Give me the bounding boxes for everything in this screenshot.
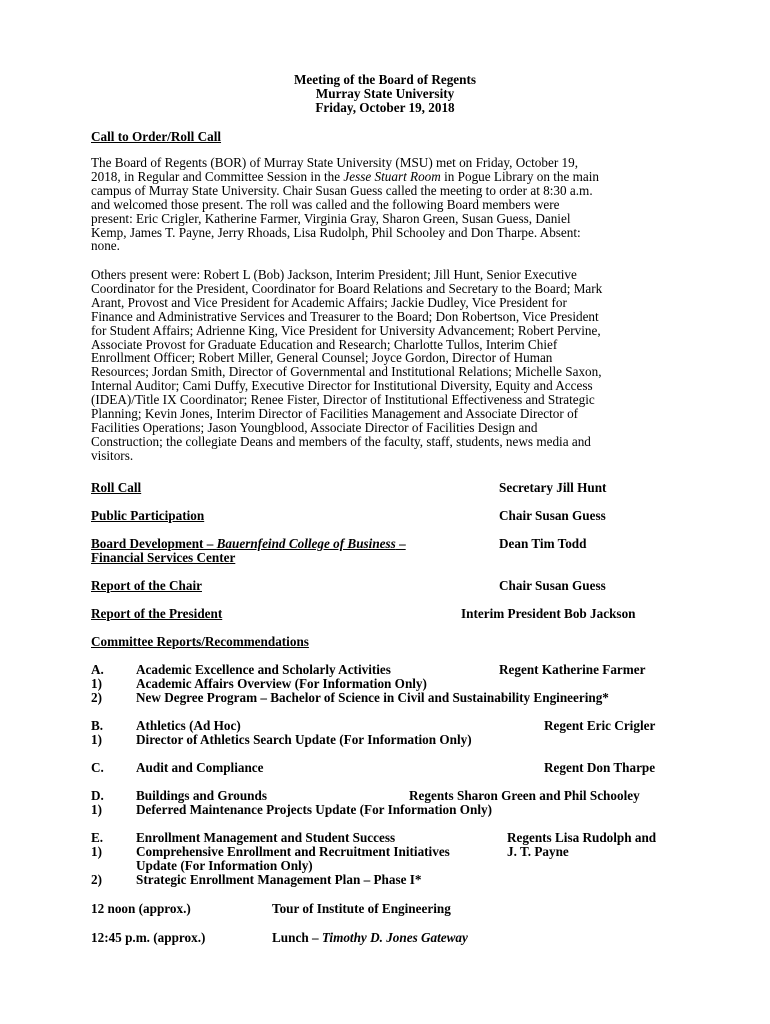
paragraph-line: Enrollment Officer; Robert Miller, General Counsel; Joyce Gordon, Director of Human: [91, 350, 553, 366]
committee-presenter: Regents Lisa Rudolph and: [507, 830, 657, 845]
paragraph-line: (IDEA)/Title IX Coordinator; Renee Fister, Director of Institutional Effectiveness and Strategic: [91, 392, 595, 408]
tour-event: Tour of Institute of Engineering: [272, 901, 451, 916]
committee-title: Athletics (Ad Hoc): [136, 718, 241, 733]
committee-title: Academic Excellence and Scholarly Activities: [136, 662, 391, 677]
agenda-item: Comprehensive Enrollment and Recruitment Initiatives: [136, 844, 450, 859]
paragraph-line: Internal Auditor; Cami Duffy, Executive Director for Institutional Diversity, Equity and Access: [91, 378, 593, 394]
committee-letter: A.: [91, 662, 104, 677]
tour-time: 12 noon (approx.): [91, 901, 191, 916]
lunch-event: Lunch – Timothy D. Jones Gateway: [272, 930, 468, 945]
committee-letter: D.: [91, 788, 104, 803]
committee-presenter: Regent Don Tharpe: [544, 760, 656, 775]
university-name: Murray State University: [315, 86, 455, 101]
paragraph-line: present: Eric Crigler, Katherine Farmer, Virginia Gray, Sharon Green, Susan Guess, Daniel: [91, 210, 571, 226]
call-to-order-paragraph: [91, 156, 691, 253]
report-president-presenter: Interim President Bob Jackson: [461, 606, 636, 621]
public-participation-presenter: Chair Susan Guess: [499, 508, 606, 523]
item-number: 2): [91, 690, 102, 705]
committee-presenter: Regent Eric Crigler: [544, 718, 656, 733]
paragraph-line: Facilities Operations; Jason Youngblood, Associate Director of Facilities Design and: [91, 419, 538, 435]
public-participation-heading: Public Participation: [91, 508, 205, 523]
item-number: 1): [91, 732, 102, 747]
paragraph-line: visitors.: [91, 447, 134, 463]
agenda-item: New Degree Program – Bachelor of Science in Civil and Sustainability Engineering*: [136, 690, 609, 705]
committee-title: Enrollment Management and Student Success: [136, 830, 396, 845]
paragraph-line: none.: [91, 238, 120, 254]
committee-presenter: Regents Sharon Green and Phil Schooley: [409, 788, 640, 803]
item-number: 1): [91, 802, 102, 817]
meeting-title: Meeting of the Board of Regents: [293, 72, 477, 87]
lunch-time: 12:45 p.m. (approx.): [91, 930, 206, 945]
paragraph-line: Kemp, James T. Payne, Jerry Rhoads, Lisa Rudolph, Phil Schooley and Don Tharpe. Absent:: [91, 224, 581, 240]
paragraph-line: Coordinator for the President, Coordinator for Board Relations and Secretary to the Board; Mark: [91, 280, 603, 296]
paragraph-line: Associate Provost for Graduate Education and Research; Charlotte Tullos, Interim Chief: [91, 336, 558, 352]
board-development-heading-line2: Financial Services Center: [91, 550, 236, 565]
committee-letter: E.: [91, 830, 104, 845]
committee-letter: B.: [91, 718, 104, 733]
agenda-item: Deferred Maintenance Projects Update (For Information Only): [136, 802, 492, 817]
meeting-date: Friday, October 19, 2018: [315, 100, 455, 115]
report-president-heading: Report of the President: [91, 606, 223, 621]
item-number: 2): [91, 872, 102, 887]
others-present-paragraph: [91, 268, 691, 463]
paragraph-line: and welcomed those present. The roll was called and the following Board members were: [91, 196, 560, 212]
board-development-heading: Board Development – Bauernfeind College of Business –: [91, 536, 406, 551]
paragraph-line: Planning; Kevin Jones, Interim Director of Facilities Management and Associate Director of: [91, 406, 579, 422]
committee-presenter-line2: J. T. Payne: [507, 844, 569, 859]
paragraph-line: The Board of Regents (BOR) of Murray State University (MSU) met on Friday, October 19,: [91, 155, 578, 170]
paragraph-line: Resources; Jordan Smith, Director of Governmental and Institutional Relations; Michelle Saxon,: [91, 364, 602, 380]
paragraph-line: Others present were: Robert L (Bob) Jackson, Interim President; Jill Hunt, Senior Executive: [91, 267, 577, 282]
board-development-presenter: Dean Tim Todd: [499, 536, 587, 551]
item-number: 1): [91, 676, 102, 691]
agenda-item: Director of Athletics Search Update (For Information Only): [136, 732, 472, 747]
committee-letter: C.: [91, 760, 104, 775]
paragraph-line: Finance and Administrative Services and Treasurer to the Board; Don Robertson, Vice President: [91, 308, 599, 324]
paragraph-line: for Student Affairs; Adrienne King, Vice President for University Advancement; Robert Pervine,: [91, 322, 601, 338]
paragraph-line: campus of Murray State University. Chair Susan Guess called the meeting to order at 8:30 a.m.: [91, 182, 593, 198]
roll-call-heading: Roll Call: [91, 480, 142, 495]
agenda-item: Academic Affairs Overview (For Information Only): [136, 676, 427, 691]
paragraph-line: Construction; the collegiate Deans and members of the faculty, staff, students, news media and: [91, 433, 591, 449]
call-to-order-heading: Call to Order/Roll Call: [91, 129, 222, 144]
report-chair-heading: Report of the Chair: [91, 578, 202, 593]
paragraph-line: Arant, Provost and Vice President for Academic Affairs; Jackie Dudley, Vice President for: [91, 294, 567, 310]
agenda-item: Strategic Enrollment Management Plan – Phase I*: [136, 872, 422, 887]
committee-title: Audit and Compliance: [136, 760, 264, 775]
roll-call-presenter: Secretary Jill Hunt: [499, 480, 607, 495]
lunch-location: Timothy D. Jones Gateway: [321, 930, 468, 945]
item-number: 1): [91, 844, 102, 859]
committee-title: Buildings and Grounds: [136, 788, 267, 803]
committee-reports-heading: Committee Reports/Recommendations: [91, 634, 309, 649]
committee-presenter: Regent Katherine Farmer: [499, 662, 646, 677]
agenda-item-continued: Update (For Information Only): [136, 858, 313, 873]
paragraph-line: 2018, in Regular and Committee Session in the Jesse Stuart Room in Pogue Library on the main: [91, 168, 600, 184]
report-chair-presenter: Chair Susan Guess: [499, 578, 606, 593]
room-name: Jesse Stuart Room: [343, 168, 441, 184]
